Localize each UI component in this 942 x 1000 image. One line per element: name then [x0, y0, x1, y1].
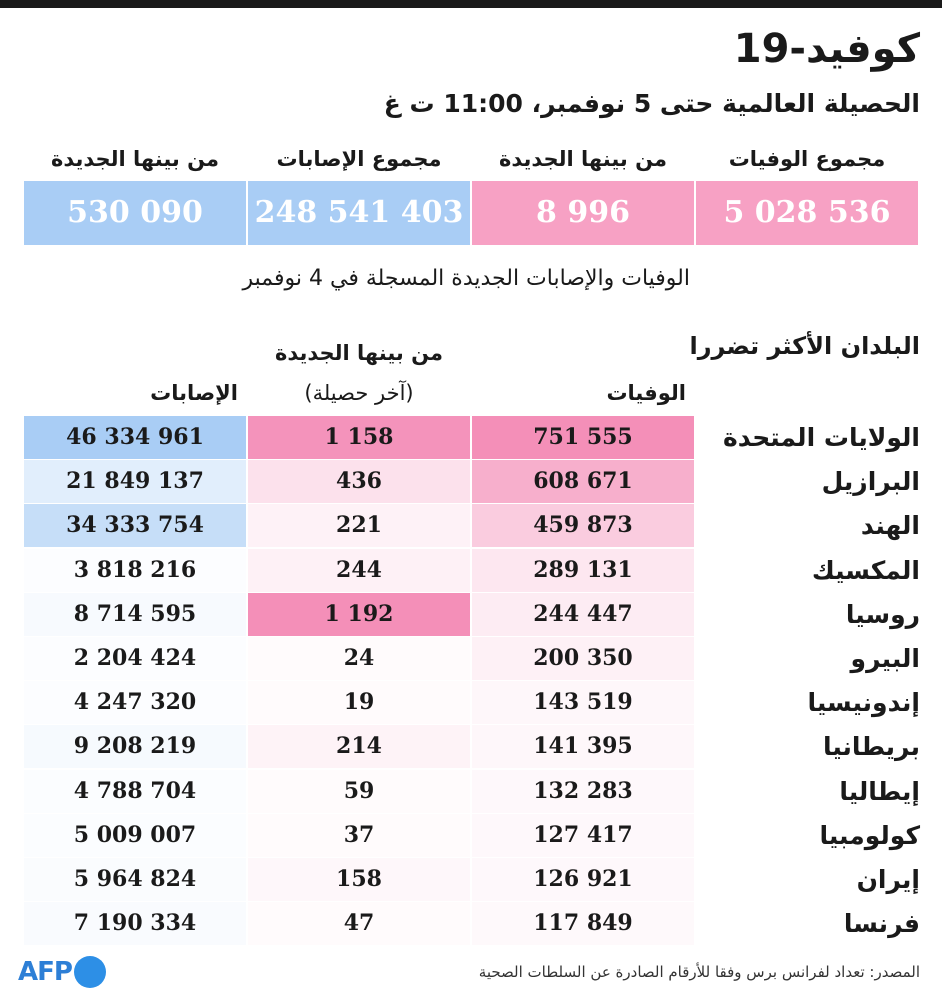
afp-logo-text: AFP [18, 957, 72, 987]
new-cell: 37 [248, 814, 470, 857]
country-name: بريطانيا [822, 732, 920, 762]
new-cell: 24 [248, 637, 470, 680]
country-name: روسيا [845, 599, 920, 629]
cases-cell: 5 009 007 [24, 814, 246, 857]
cases-cell: 7 190 334 [24, 902, 246, 945]
new-cell: 436 [248, 460, 470, 503]
afp-logo-dot [74, 956, 106, 988]
country-name: إيران [856, 865, 920, 894]
countries-section-label: البلدان الأكثر تضررا [689, 332, 920, 360]
deaths-cell: 132 283 [472, 770, 694, 813]
country-name: المكسيك [811, 555, 920, 585]
new-cell: 221 [248, 504, 470, 547]
cases-cell: 5 964 824 [24, 858, 246, 901]
deaths-cell: 141 395 [472, 725, 694, 768]
column-header-new-line2: (آخر حصيلة) [304, 381, 414, 405]
column-header-deaths: الوفيات [606, 381, 686, 405]
country-name: الهند [860, 511, 920, 541]
new-cases-label: من بينها الجديدة [50, 147, 220, 171]
column-header-cases: الإصابات [150, 381, 238, 405]
deaths-cell: 143 519 [472, 681, 694, 724]
country-name: البيرو [850, 644, 920, 673]
new-cell: 1 158 [248, 416, 470, 459]
cases-cell: 2 204 424 [24, 637, 246, 680]
column-header-new-line1: من بينها الجديدة [274, 341, 444, 365]
new-cell: 59 [248, 770, 470, 813]
new-cell: 244 [248, 549, 470, 592]
new-cell: 1 192 [248, 593, 470, 636]
deaths-cell: 126 921 [472, 858, 694, 901]
page-subtitle: الحصيلة العالمية حتى 5 نوفمبر، 11:00 ت غ [383, 89, 920, 118]
new-cell: 19 [248, 681, 470, 724]
total-deaths-value: 5 028 536 [696, 181, 918, 245]
new-cell: 47 [248, 902, 470, 945]
source-note: المصدر: تعداد لفرانس برس وفقا للأرقام الصادرة عن السلطات الصحية [478, 963, 920, 981]
new-deaths-label: من بينها الجديدة [498, 147, 668, 171]
total-cases-value: 248 541 403 [248, 181, 470, 245]
country-name: كولومبيا [819, 820, 920, 850]
page-title: كوفيد-19 [733, 26, 920, 72]
cases-cell: 9 208 219 [24, 725, 246, 768]
cases-cell: 3 818 216 [24, 549, 246, 592]
deaths-cell: 244 447 [472, 593, 694, 636]
country-name: البرازيل [821, 467, 920, 497]
country-name: الولايات المتحدة [723, 423, 920, 452]
cases-cell: 4 788 704 [24, 770, 246, 813]
cases-cell: 46 334 961 [24, 416, 246, 459]
deaths-cell: 459 873 [472, 504, 694, 547]
deaths-cell: 117 849 [472, 902, 694, 945]
cases-cell: 8 714 595 [24, 593, 246, 636]
new-cell: 214 [248, 725, 470, 768]
new-figures-note: الوفيات والإصابات الجديدة المسجلة في 4 نوفمبر [242, 266, 690, 291]
country-name: فرنسا [843, 909, 920, 939]
new-cell: 158 [248, 858, 470, 901]
cases-cell: 4 247 320 [24, 681, 246, 724]
deaths-cell: 289 131 [472, 549, 694, 592]
country-name: إندونيسيا [807, 688, 920, 718]
deaths-cell: 608 671 [472, 460, 694, 503]
deaths-cell: 127 417 [472, 814, 694, 857]
new-deaths-value: 8 996 [472, 181, 694, 245]
country-name: إيطاليا [839, 776, 920, 806]
cases-cell: 21 849 137 [24, 460, 246, 503]
deaths-cell: 200 350 [472, 637, 694, 680]
deaths-cell: 751 555 [472, 416, 694, 459]
new-cases-value: 530 090 [24, 181, 246, 245]
total-cases-label: مجموع الإصابات [276, 147, 442, 171]
total-deaths-label: مجموع الوفيات [728, 147, 886, 171]
cases-cell: 34 333 754 [24, 504, 246, 547]
afp-logo [18, 954, 106, 990]
